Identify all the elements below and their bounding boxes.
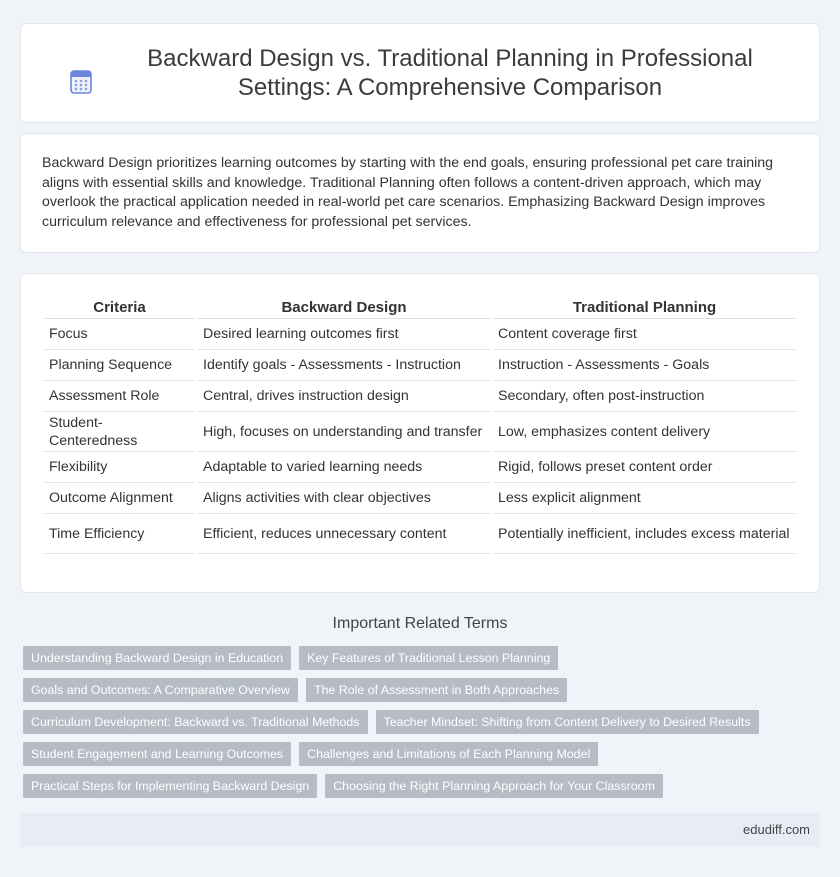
table-cell: Secondary, often post-instruction: [493, 381, 796, 412]
table-row: [44, 319, 796, 350]
intro-paragraph: Backward Design prioritizes learning outcomes by starting with the end goals, ensuring professional pet care training aligns with essential skills and knowledge. Traditional Planning often follows a content-driven approach, which may overlook the practical application needed in real-world pet care scenarios. Emphasizing Backward Design improves curriculum relevance and effectiveness for professional pet services.: [42, 155, 774, 230]
table-cell: Central, drives instruction design: [198, 381, 490, 412]
table-cell: Rigid, follows preset content order: [493, 452, 796, 483]
related-term-link[interactable]: The Role of Assessment in Both Approaches: [306, 678, 567, 702]
page-title: Backward Design vs. Traditional Planning in Professional Settings: A Comprehensive Comparison: [147, 45, 753, 101]
table-cell: Aligns activities with clear objectives: [198, 483, 490, 514]
table-cell: Adaptable to varied learning needs: [198, 452, 490, 483]
table-cell: Desired learning outcomes first: [198, 319, 490, 350]
table-cell: Potentially inefficient, includes excess material: [493, 514, 796, 554]
calculator-icon: [68, 69, 94, 95]
footer-site-link[interactable]: edudiff.com: [743, 822, 810, 837]
header-card: [20, 23, 820, 123]
related-terms-list: [23, 646, 823, 798]
related-term-link[interactable]: Choosing the Right Planning Approach for Your Classroom: [325, 774, 663, 798]
table-cell: Focus: [44, 319, 195, 350]
related-term-link[interactable]: Student Engagement and Learning Outcomes: [23, 742, 291, 766]
table-cell: Student-Centeredness: [44, 412, 195, 452]
table-cell: High, focuses on understanding and transfer: [198, 412, 490, 452]
related-term-link[interactable]: Curriculum Development: Backward vs. Traditional Methods: [23, 710, 368, 734]
comparison-table: [41, 296, 799, 554]
table-header-row: [44, 296, 796, 319]
intro-card: [20, 133, 820, 253]
column-header-backward-design: Backward Design: [198, 296, 490, 319]
table-cell: Low, emphasizes content delivery: [493, 412, 796, 452]
table-cell: Time Efficiency: [44, 514, 195, 554]
table-row: [44, 412, 796, 452]
related-term-link[interactable]: Understanding Backward Design in Education: [23, 646, 291, 670]
related-term-link[interactable]: Practical Steps for Implementing Backward Design: [23, 774, 317, 798]
footer: [20, 813, 820, 847]
table-cell: Identify goals - Assessments - Instruction: [198, 350, 490, 381]
related-terms-heading: Important Related Terms: [332, 615, 508, 632]
comparison-table-card: [20, 273, 820, 593]
related-term-link[interactable]: Teacher Mindset: Shifting from Content Delivery to Desired Results: [376, 710, 759, 734]
table-row: [44, 452, 796, 483]
table-cell: Flexibility: [44, 452, 195, 483]
column-header-traditional-planning: Traditional Planning: [493, 296, 796, 319]
table-row: [44, 350, 796, 381]
column-header-criteria: Criteria: [44, 296, 195, 319]
table-cell: Outcome Alignment: [44, 483, 195, 514]
table-cell: Assessment Role: [44, 381, 195, 412]
table-row: [44, 514, 796, 554]
related-term-link[interactable]: Goals and Outcomes: A Comparative Overview: [23, 678, 298, 702]
table-cell: Content coverage first: [493, 319, 796, 350]
table-cell: Efficient, reduces unnecessary content: [198, 514, 490, 554]
related-term-link[interactable]: Challenges and Limitations of Each Planning Model: [299, 742, 598, 766]
table-cell: Planning Sequence: [44, 350, 195, 381]
table-row: [44, 381, 796, 412]
table-row: [44, 483, 796, 514]
table-cell: Less explicit alignment: [493, 483, 796, 514]
table-cell: Instruction - Assessments - Goals: [493, 350, 796, 381]
related-term-link[interactable]: Key Features of Traditional Lesson Planning: [299, 646, 558, 670]
